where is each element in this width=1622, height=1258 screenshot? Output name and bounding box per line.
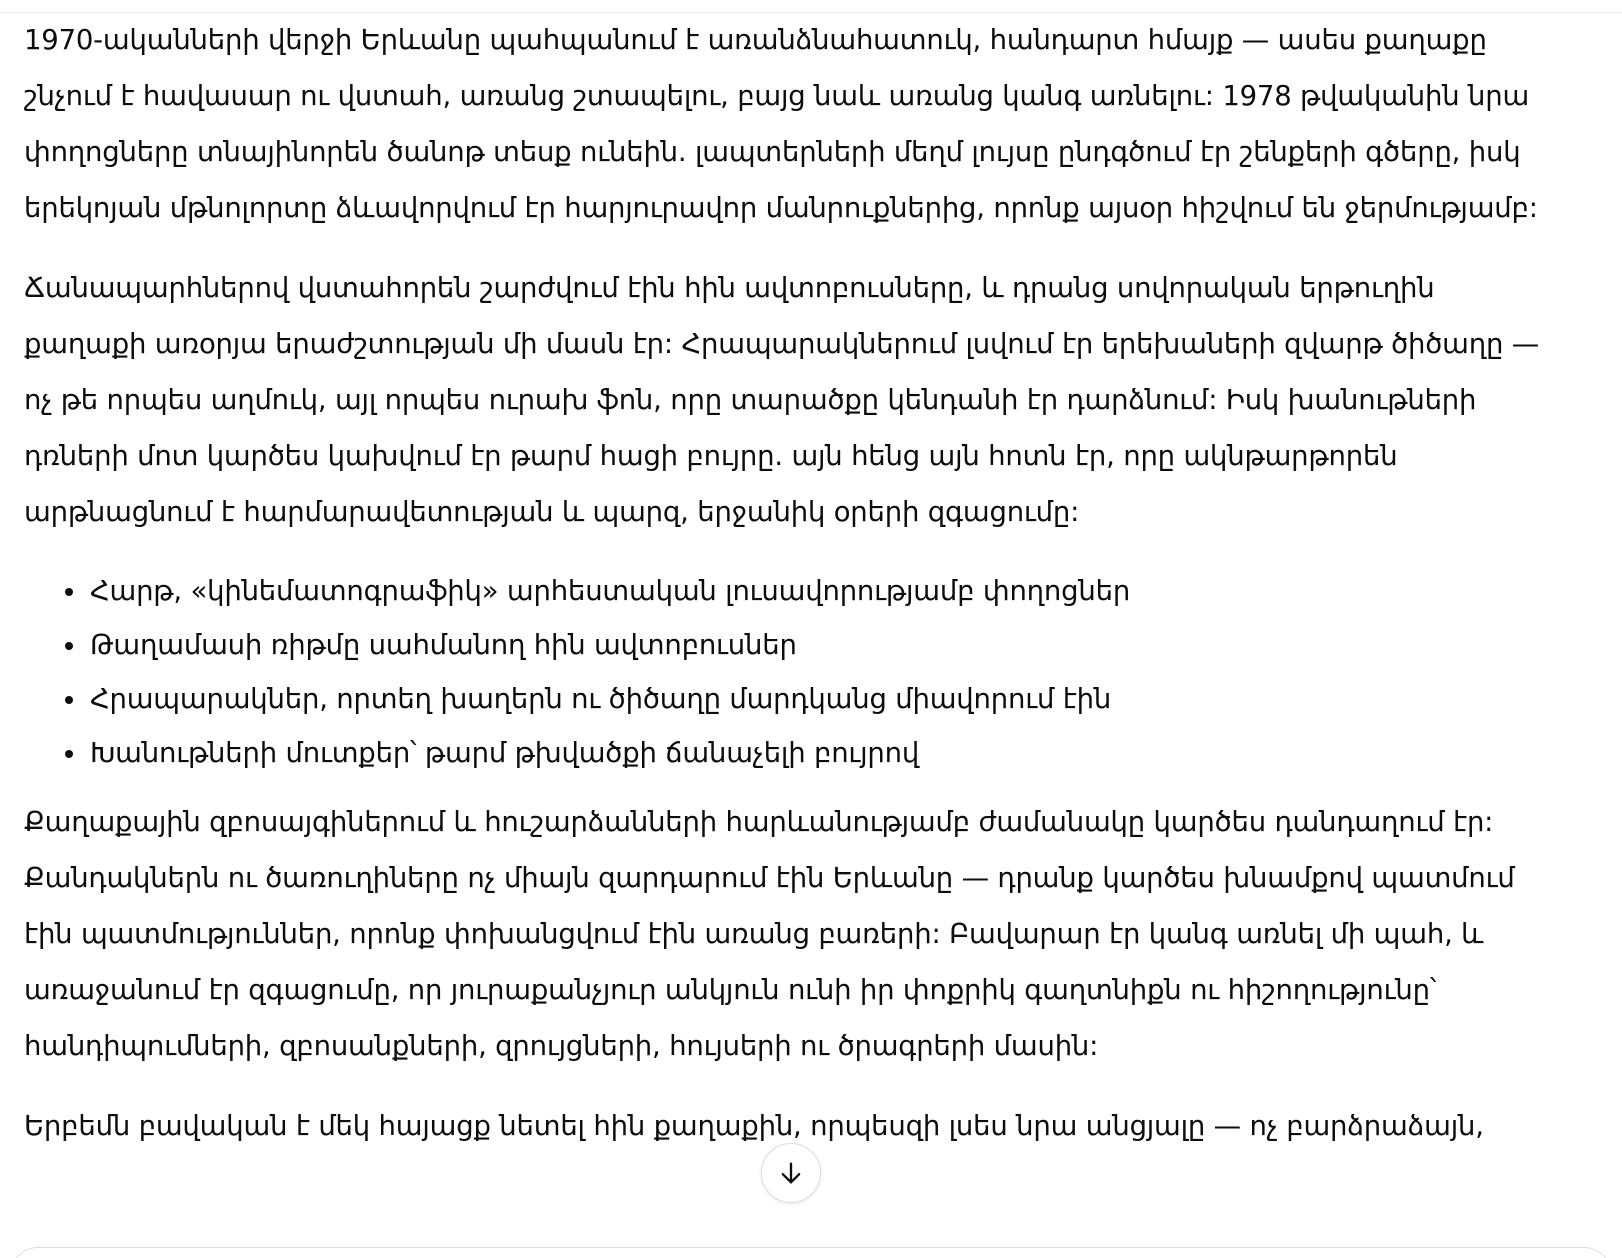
message-paragraph-4: Երբեմն բավական է մեկ հայացք նետել հին քաղաքին, որպեսզի լսես նրա անցյալը — ոչ բարձրաձայն, [24,1110,1484,1142]
list-item: • Հարթ, «կինեմատոգրաֆիկ» արհեստական լուսավորությամբ փողոցներ [88,564,1564,618]
message-paragraph-3: Քաղաքային զբոսայգիներում և հուշարձանների հարևանությամբ ժամանակը կարծես դանդաղում էր: Քանդակներն ու ծառուղիները ոչ միայն զարդարում էին Երևանը — դրանք կարծես խնամքով պատմում էին պատմություններ, որոնք փոխանցվում էին առանց բառերի: Բավարար էր կանգ առնել մի պահ, և առաջանում էր զգացումը, որ յուրաքանչյուր անկյուն ունի իր փոքրիկ գաղտնիքն ու հիշողությունը՝ հանդիպումների, զբոսանքների, զրույցների, հույսերի ու ծրագրերի մասին: [24,806,1515,1062]
scroll-to-bottom-button[interactable] [761,1143,821,1203]
list-item: • Թաղամասի ռիթմը սահմանող հին ավտոբուսներ [88,618,1564,672]
message-composer[interactable] [10,1247,1612,1258]
list-item: • Խանութների մուտքեր՝ թարմ թխվածքի ճանաչելի բույրով [88,726,1564,780]
message-bullet-list [24,564,1564,780]
arrow-down-icon [777,1159,805,1187]
list-item: • Հրապարակներ, որտեղ խաղերն ու ծիծաղը մարդկանց միավորում էին [88,672,1564,726]
message-paragraph-2: Ճանապարհներով վստահորեն շարժվում էին հին ավտոբուսները, և դրանց սովորական երթուղին քաղաքի առօրյա երաժշտության մի մասն էր: Հրապարակներում լսվում էր երեխաների զվարթ ծիծաղը — ոչ թե որպես աղմուկ, այլ որպես ուրախ ֆոն, որը տարածքը կենդանի էր դարձնում: Իսկ խանութների դռների մոտ կարծես կախվում էր թարմ հացի բույրը. այն հենց այն հոտն էր, որը ակնթարթորեն արթնացնում է հարմարավետության և պարզ, երջանիկ օրերի զգացումը: [24,272,1540,528]
assistant-message [24,12,1564,1178]
message-paragraph-1: 1970-ականների վերջի Երևանը պահպանում է առանձնահատուկ, հանդարտ հմայք — ասես քաղաքը շնչում է հավասար ու վստահ, առանց շտապելու, բայց նաև առանց կանգ առնելու: 1978 թվականին նրա փողոցները տնայինորեն ծանոթ տեսք ունեին. լապտերների մեղմ լույսը ընդգծում էր շենքերի գծերը, իսկ երեկոյան մթնոլորտը ձևավորվում էր հարյուրավոր մանրուքներից, որոնք այսօր հիշվում են ջերմությամբ: [24,24,1538,224]
